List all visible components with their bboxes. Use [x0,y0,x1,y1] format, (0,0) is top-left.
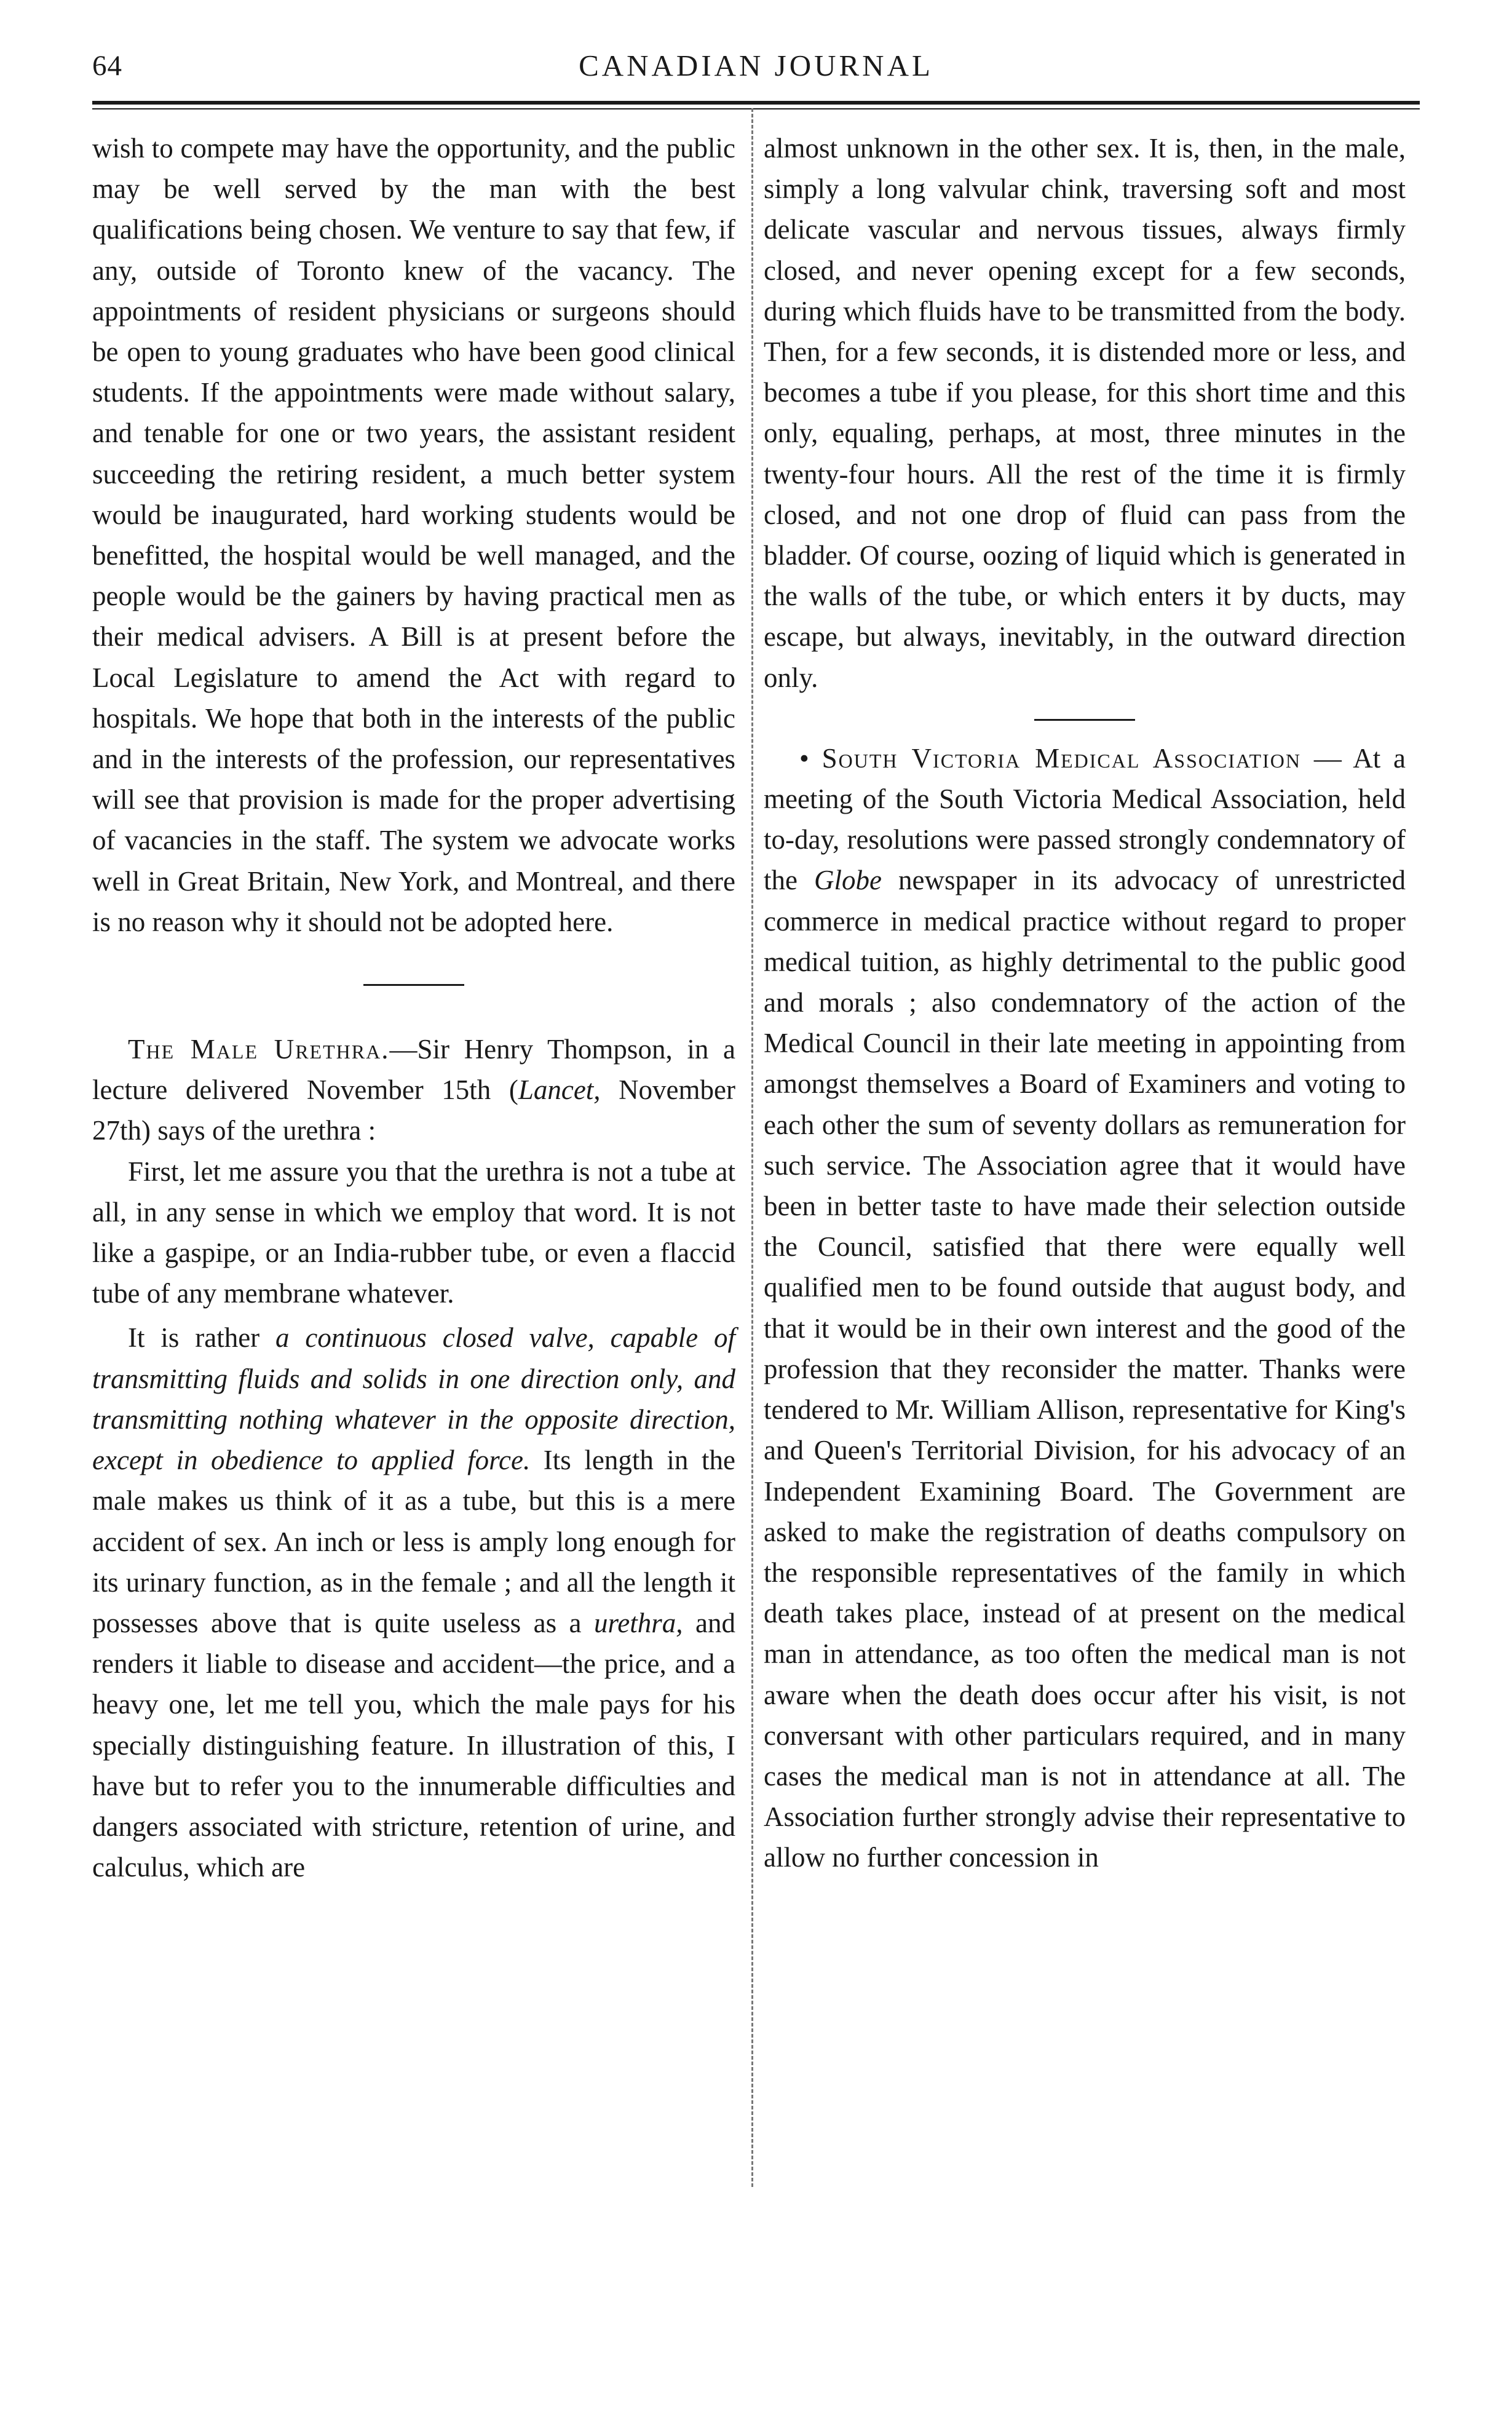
association-paragraph [764,738,1406,1878]
association-text-b: newspaper in its advocacy of unrestricted commerce in medical practice without regard to proper medical tuition, as highly detrimental to the public good and morals ; also condemnatory of the action of the Medical Council in their late meeting in appointing from amongst themselves a Board of Examiners and voting to each other the sum of seventy dollars as remuneration for such service. The Association agree that it would have been in better taste to have made their selection outside the Council, satisfied that there were equally well qualified men to be found outside that august body, and that it would be in their own interest and the good of the profession that they reconsider the matter. Thanks were tendered to Mr. William Allison, representative for King's and Queen's Territorial Division, for his advocacy of an Independent Examining Board. The Government are asked to make the registration of deaths compulsory on the responsible representatives of the family in which death takes place, instead of at present on the medical man in attendance, as too often the medical man is not aware when the death does occur after his visit, is not conversant with other particulars required, and in many cases the medical man is not in attendance at all. The Association further strongly advise their representative to allow no further concession in [764,865,1406,1873]
header-rule-thin [92,108,1420,109]
quote-text-c: and renders it liable to disease and accident—the price, and a heavy one, let me tell you, which the male pays for his specially distinguishing feature. In illustration of this, I have but to refer you to the innumerable difficulties and dangers associated with stricture, retention of urine, and calculus, which are [92,1607,735,1883]
running-head: CANADIAN JOURNAL [579,49,933,82]
heading-dash: — [1300,742,1342,774]
lancet-citation: Lancet, [518,1074,601,1106]
column-divider [751,108,753,2187]
page-number: 64 [92,50,122,82]
urethra-intro-paragraph [92,1029,735,1151]
section-separator [363,984,464,986]
globe-newspaper-name: Globe [814,865,882,896]
section-separator [1034,719,1135,721]
header-rule-thick [92,101,1420,105]
urethra-intro-text: —Sir Henry Thompson, in a lecture delivered November 15th ( [92,1034,736,1106]
quote-text-a: It is rather [128,1322,276,1354]
urethra-quote-paragraph-1: First, let me assure you that the urethra is not a tube at all, in any sense in which we employ that word. It is not like a gaspipe, or an India-rubber tube, or even a flaccid tube of any membrane whatever. [92,1156,735,1309]
urethra-intro-text-end: November 27th) says of the urethra : [92,1074,735,1146]
association-text-a: At a meeting of the South Victoria Medical Association, held to-day, resolutions were passed strongly condemnatory of the [764,742,1406,896]
urethra-heading: The Male Urethra. [128,1034,390,1065]
quote-italic-word: urethra, [593,1607,683,1638]
urethra-continued-paragraph: almost unknown in the other sex. It is, then, in the male, simply a long valvular chink, traversing soft and most delicate vascular and nervous tissues, always firmly closed, and never opening except for a few seconds, during which fluids have to be transmitted from the body. Then, for a few seconds, it is distended more or less, and becomes a tube if you please, for this short time and this only, equaling, perhaps, at most, three minutes in the twenty-four hours. All the rest of the time it is firmly closed, and not one drop of fluid can pass from the bladder. Of course, oozing of liquid which is generated in the walls of the tube, or which enters it by ducts, may escape, but always, inevitably, in the outward direction only. [764,133,1406,693]
quote-italic-text: a continuous closed valve, capable of transmitting fluids and solids in one direction only, and transmitting nothing whatever in the opposite direction, except in obedience to applied force. [92,1322,735,1476]
right-column [764,128,1406,1878]
bullet-marker: • [799,742,809,774]
quote-text-b: Its length in the male makes us think of it as a tube, but this is a mere accident of sex. An inch or less is amply long enough for its urinary function, as in the female ; and all the length it possesses above that is quite useless as a [92,1445,735,1638]
urethra-quote-paragraph-2 [92,1317,735,1887]
editorial-paragraph: wish to compete may have the opportunity, and the public may be well served by the man with the best qualifications being chosen. We venture to say that few, if any, outside of Toronto knew of the vacancy. The appointments of resident physicians or surgeons should be open to young graduates who have been good clinical students. If the appointments were made without salary, and tenable for one or two years, the assistant resident succeeding the retiring resident, a much better system would be inaugurated, hard working students would be benefitted, the hospital would be well managed, and the people would be the gainers by having practical men as their medical advisers. A Bill is at present before the Local Legislature to amend the Act with regard to hospitals. We hope that both in the interests of the public and in the interests of the profession, our representatives will see that provision is made for the proper advertising of vacancies in the staff. The system we advocate works well in Great Britain, New York, and Montreal, and there is no reason why it should not be adopted here. [92,133,735,937]
left-column [92,128,735,1887]
association-heading: South Victoria Medical Association [821,742,1301,774]
